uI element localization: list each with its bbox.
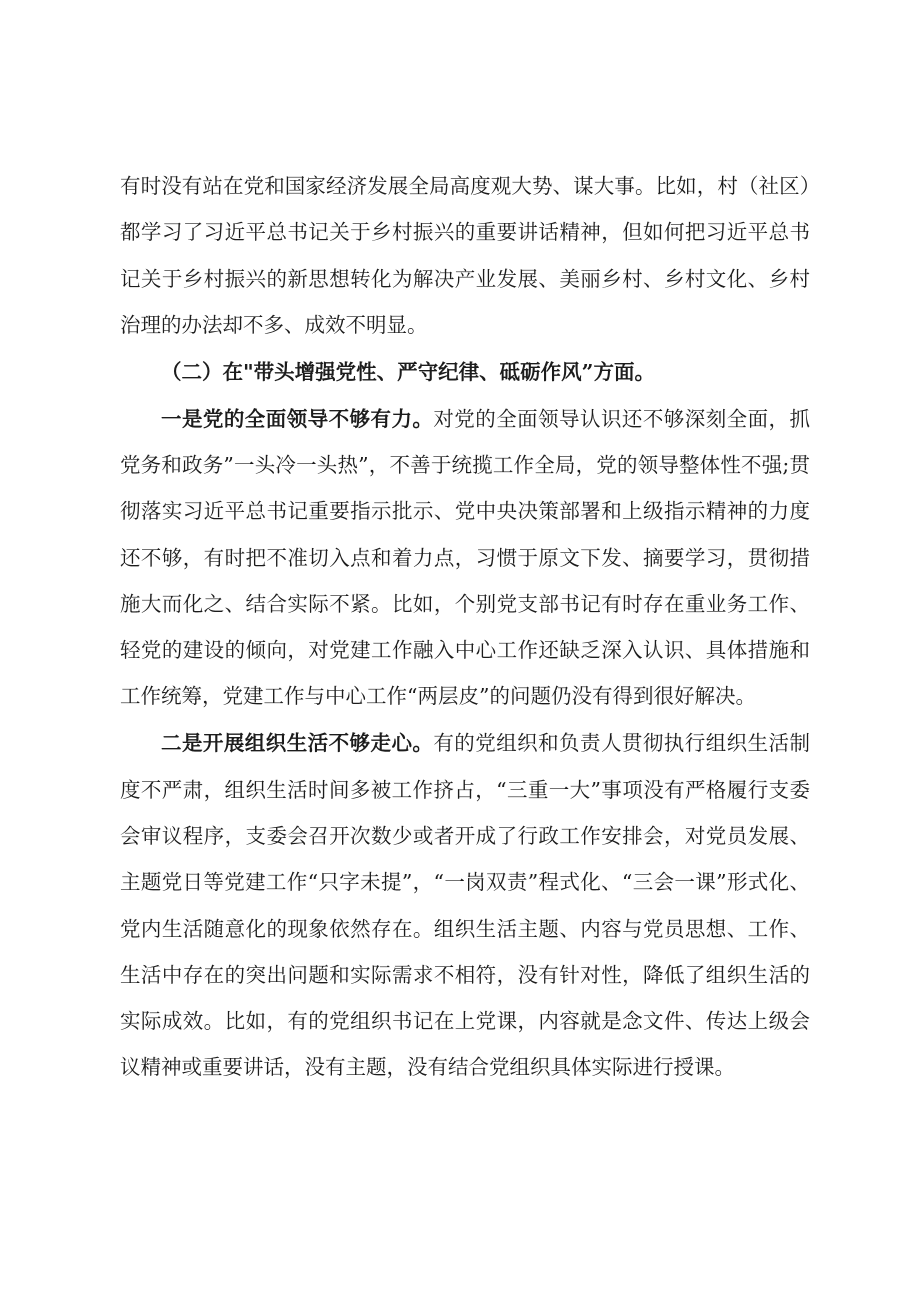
paragraph-continuation: 有时没有站在党和国家经济发展全局高度观大势、谋大事。比如，村（社区）都学习了习近平总书记关于乡村振兴的重要讲话精神，但如何把习近平总书记关于乡村振兴的新思想转化为解决产业发展、美丽乡村、乡村文化、乡村治理的办法却不多、成效不明显。 [120,174,810,337]
section-heading: （二）在"带头增强党性、严守纪律、砥砺作风”方面。 [161,359,655,384]
paragraph-leadership [120,396,810,720]
paragraph-lead-sentence: 二是开展组织生活不够走心。 [161,731,434,756]
paragraph-body-text: 对党的全面领导认识还不够深刻全面，抓党务和政务”一头冷一头热”，不善于统揽工作全局，党的领导整体性不强;贯彻落实习近平总书记重要指示批示、党中央决策部署和上级指示精神的力度还不够，有时把不准切入点和着力点，习惯于原文下发、摘要学习，贯彻措施大而化之、结合实际不紧。比如，个别党支部书记有时存在重业务工作、轻党的建设的倾向，对党建工作融入中心工作还缺乏深入认识、具体措施和工作统筹，党建工作与中心工作“两层皮”的问题仍没有得到很好解决。 [120,406,811,709]
document-body [120,163,810,1091]
paragraph-body-text: 有的党组织和负责人贯彻执行组织生活制度不严肃，组织生活时间多被工作挤占，“三重一大”事项没有严格履行支委会审议程序，支委会召开次数少或者开成了行政工作安排会，对党员发展、主题党日等党建工作“只字未提”，“一岗双责”程式化、“三会一课”形式化、党内生活随意化的现象依然存在。组织生活主题、内容与党员思想、工作、生活中存在的突出问题和实际需求不相符，没有针对性，降低了组织生活的实际成效。比如，有的党组织书记在上党课，内容就是念文件、传达上级会议精神或重要讲话，没有主题，没有结合党组织具体实际进行授课。 [120,731,811,1080]
paragraph-lead-sentence: 一是党的全面领导不够有力。 [161,406,434,431]
paragraph-organization-life [120,720,810,1090]
